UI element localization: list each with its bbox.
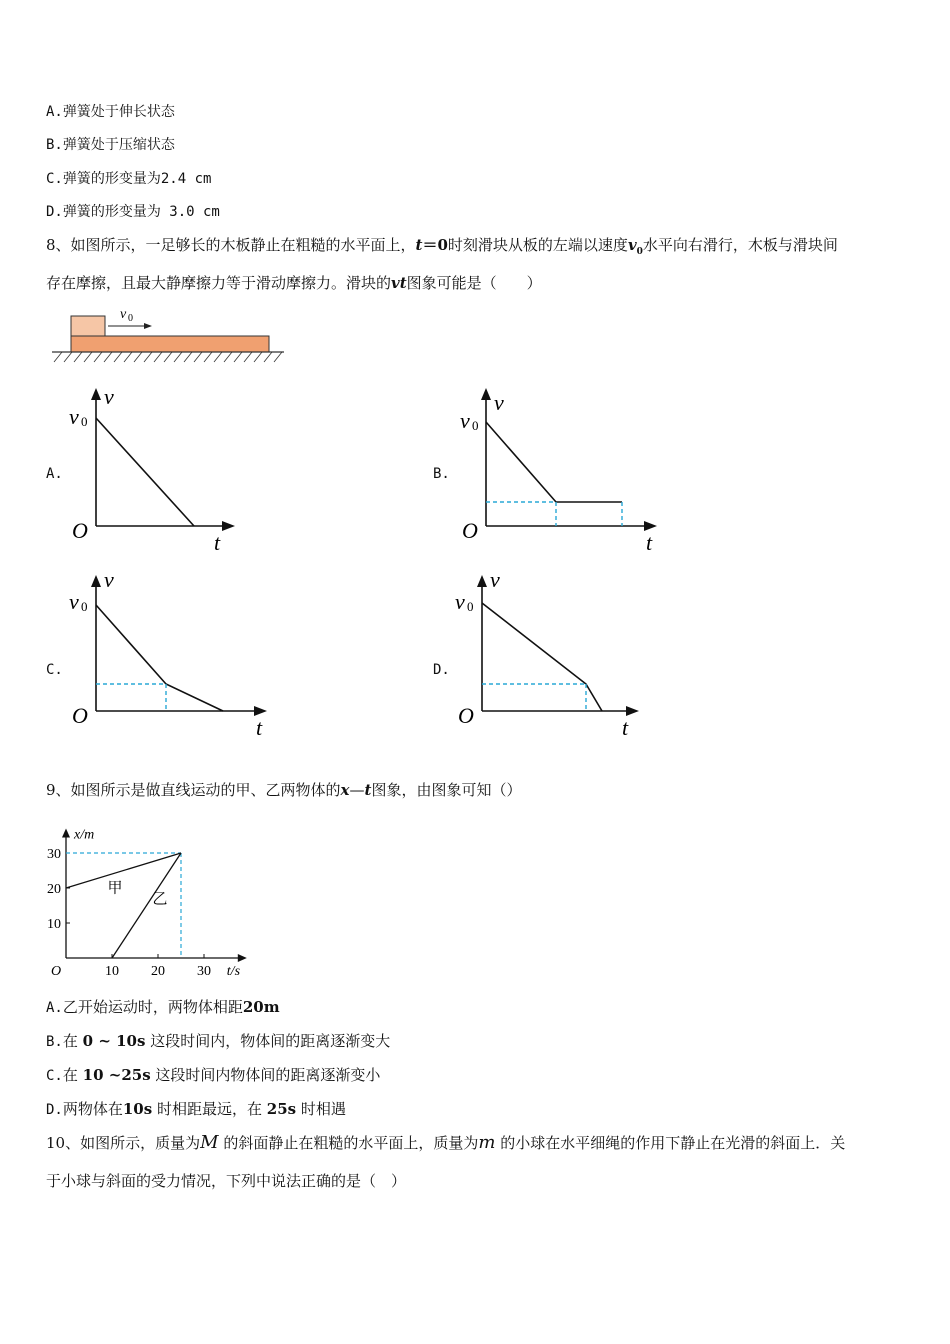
x-axis-arrow xyxy=(238,954,247,962)
y-tick-label: 20 xyxy=(47,882,61,897)
origin-label: O xyxy=(50,964,62,979)
q7-option-d: D.弹簧的形变量为 3.0 cm xyxy=(46,204,220,220)
x-tick-label: 20 xyxy=(151,964,165,979)
xt-chart xyxy=(40,810,260,982)
svg-text:v: v xyxy=(69,404,79,429)
svg-text:O: O xyxy=(458,703,474,728)
svg-text:O: O xyxy=(72,518,88,543)
svg-text:v: v xyxy=(494,390,504,415)
y-tick-label: 10 xyxy=(47,917,61,932)
q8-option-d-letter: D. xyxy=(433,662,450,678)
q8-option-c-letter: C. xyxy=(46,662,63,678)
q9-option-c: C.在 10 ~25s 这段时间内物体间的距离逐渐变小 xyxy=(46,1066,381,1084)
graph-c-line xyxy=(96,605,223,711)
vt-graph-d xyxy=(446,565,666,745)
graph-b-line xyxy=(486,422,622,502)
svg-text:v: v xyxy=(104,567,114,592)
q8-stem-line2: 存在摩擦，且最大静摩擦力等于滑动摩擦力。滑块的vt图象可能是（ ） xyxy=(46,274,542,292)
q10-stem-line1: 10、如图所示，质量为M 的斜面静止在粗糙的水平面上，质量为m 的小球在水平细绳的作用下静止在光滑的斜面上．关 xyxy=(46,1132,846,1153)
ground-hatching xyxy=(54,352,282,362)
x-tick-label: 30 xyxy=(197,964,211,979)
svg-text:0: 0 xyxy=(81,599,88,614)
vt-graph-b xyxy=(450,380,670,560)
q9-option-d: D.两物体在10s 时相距最远，在 25s 时相遇 xyxy=(46,1100,346,1118)
svg-text:t: t xyxy=(214,530,221,555)
q7-option-b: B.弹簧处于压缩状态 xyxy=(46,137,175,153)
svg-text:O: O xyxy=(72,703,88,728)
svg-text:0: 0 xyxy=(81,414,88,429)
svg-text:v: v xyxy=(490,567,500,592)
q7-option-c: C.弹簧的形变量为2.4 cm xyxy=(46,171,212,187)
svg-text:t: t xyxy=(622,715,629,740)
svg-text:v: v xyxy=(69,589,79,614)
q9-option-b: B.在 0 ~ 10s 这段时间内，物体间的距离逐渐变大 xyxy=(46,1032,391,1050)
svg-text:0: 0 xyxy=(472,418,479,433)
v0-label: v xyxy=(120,307,127,322)
q8-stem-line1: 8、如图所示，一足够长的木板静止在粗糙的水平面上，t＝0时刻滑块从板的左端以速度$v_0$水平向右滑行，木板与滑块间 xyxy=(46,236,838,257)
y-axis-arrow xyxy=(62,829,70,838)
xt-labels xyxy=(47,828,241,980)
q9-option-a: A.乙开始运动时，两物体相距20m xyxy=(46,998,280,1016)
vt-graph-c xyxy=(60,565,280,745)
q8-option-a-letter: A. xyxy=(46,466,63,482)
svg-text:t: t xyxy=(646,530,653,555)
series-line-1 xyxy=(66,853,181,888)
svg-text:t: t xyxy=(256,715,263,740)
graph-a-line xyxy=(96,418,194,526)
graph-d-line xyxy=(482,603,602,711)
x-axis-label: t/s xyxy=(226,964,241,979)
x-tick-label: 10 xyxy=(105,964,119,979)
q9-stem: 9、如图所示是做直线运动的甲、乙两物体的x—t图象，由图象可知（） xyxy=(46,781,522,799)
q7-option-a: A.弹簧处于伸长状态 xyxy=(46,104,175,120)
y-tick-label: 30 xyxy=(47,847,61,862)
series-name-1: 甲 xyxy=(107,880,123,897)
svg-text:v: v xyxy=(460,408,470,433)
vt-graph-a xyxy=(60,380,260,560)
series-line-2 xyxy=(112,853,181,958)
series-name-2: 乙 xyxy=(152,891,168,908)
y-axis-label: x/m xyxy=(74,827,95,843)
svg-text:0: 0 xyxy=(467,599,474,614)
board-block-figure xyxy=(48,305,288,365)
svg-text:v: v xyxy=(455,589,465,614)
q10-stem-line2: 于小球与斜面的受力情况，下列中说法正确的是（ ） xyxy=(46,1172,407,1190)
v0-subscript: 0 xyxy=(128,313,133,324)
svg-text:v: v xyxy=(104,384,114,409)
q8-option-b-letter: B. xyxy=(433,466,450,482)
svg-text:O: O xyxy=(462,518,478,543)
